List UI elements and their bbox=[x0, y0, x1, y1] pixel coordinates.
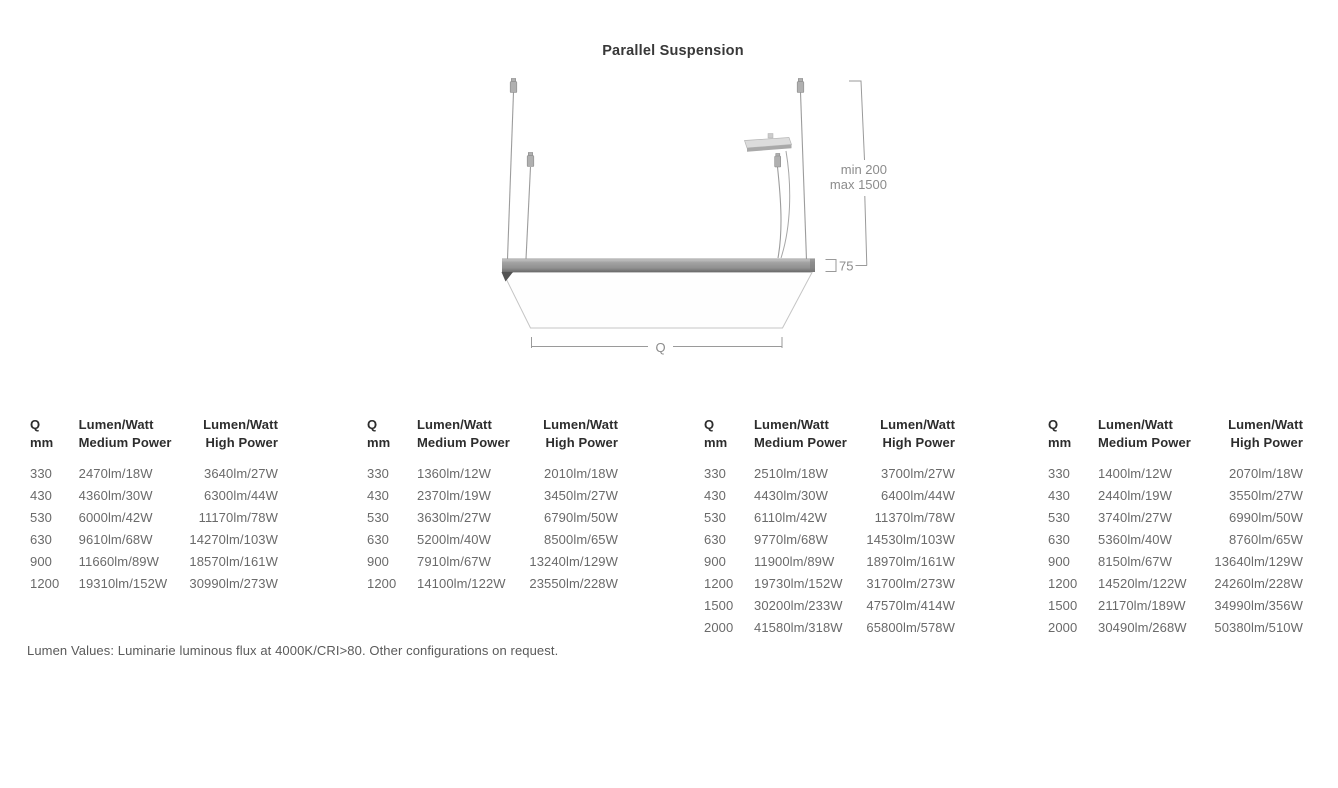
cell-medium-power: 9610lm/68W bbox=[78, 532, 153, 547]
cell-q: 330 bbox=[367, 466, 389, 481]
cell-high-power: 30990lm/273W bbox=[189, 576, 278, 591]
col-header-line: Q bbox=[367, 417, 378, 432]
table-row bbox=[367, 573, 618, 595]
ceiling-fitting-left-inner bbox=[527, 156, 534, 167]
col-header-line: Medium Power bbox=[417, 435, 510, 450]
cell-medium-power: 2440lm/19W bbox=[1098, 488, 1172, 503]
col-header-line: High Power bbox=[205, 435, 278, 450]
dim-bar-height-bracket bbox=[826, 260, 837, 272]
cell-high-power: 23550lm/228W bbox=[529, 576, 618, 591]
power-cable bbox=[781, 151, 790, 258]
cell-q: 330 bbox=[704, 466, 726, 481]
ceiling-fitting-cap-left-inner bbox=[528, 153, 532, 156]
col-header-q bbox=[30, 416, 79, 452]
table-row bbox=[367, 551, 618, 573]
cell-high-power: 31700lm/273W bbox=[866, 576, 955, 591]
cell-medium-power: 41580lm/318W bbox=[754, 620, 843, 635]
table-row bbox=[1048, 573, 1303, 595]
table-row bbox=[1048, 595, 1303, 617]
cell-q: 1200 bbox=[367, 576, 397, 591]
table-row bbox=[367, 485, 618, 507]
cell-medium-power: 11900lm/89W bbox=[754, 554, 835, 569]
cell-high-power: 3700lm/27W bbox=[881, 466, 955, 481]
cell-medium-power: 5360lm/40W bbox=[1098, 532, 1172, 547]
cell-medium-power: 6110lm/42W bbox=[754, 510, 828, 525]
cell-q: 1200 bbox=[30, 576, 60, 591]
table-row bbox=[704, 573, 955, 595]
cell-medium-power: 2510lm/18W bbox=[754, 466, 828, 481]
table-header-row bbox=[704, 416, 955, 452]
cell-high-power: 50380lm/510W bbox=[1214, 620, 1303, 635]
fixture-panel bbox=[503, 273, 812, 329]
table-row bbox=[704, 617, 955, 639]
cell-q: 630 bbox=[30, 532, 52, 547]
cell-high-power: 2070lm/18W bbox=[1229, 466, 1303, 481]
table-row bbox=[704, 507, 955, 529]
cell-high-power: 13640lm/129W bbox=[1214, 554, 1303, 569]
ceiling-fitting-cap-left-outer bbox=[511, 79, 515, 82]
suspension-wire-left-outer bbox=[508, 92, 514, 259]
suspension-diagram bbox=[480, 65, 900, 365]
col-header-q bbox=[1048, 416, 1098, 452]
cell-high-power: 14530lm/103W bbox=[866, 532, 955, 547]
ceiling-fitting-left-outer bbox=[510, 82, 517, 93]
table-row bbox=[30, 485, 278, 507]
table-row bbox=[30, 551, 278, 573]
col-header-medium-power bbox=[79, 416, 190, 452]
cell-high-power: 11170lm/78W bbox=[198, 510, 278, 525]
cell-q: 2000 bbox=[704, 620, 734, 635]
lumen-table bbox=[704, 416, 955, 639]
cell-medium-power: 14100lm/122W bbox=[417, 576, 506, 591]
col-header-medium-power bbox=[754, 416, 866, 452]
table-row bbox=[704, 595, 955, 617]
table-row bbox=[1048, 485, 1303, 507]
cell-q: 1200 bbox=[1048, 576, 1078, 591]
cell-high-power: 11370lm/78W bbox=[874, 510, 955, 525]
dim-width-label: Q bbox=[655, 340, 666, 355]
col-header-line: mm bbox=[704, 435, 728, 450]
table-row bbox=[1048, 617, 1303, 639]
cell-high-power: 6300lm/44W bbox=[204, 488, 278, 503]
cell-q: 430 bbox=[30, 488, 52, 503]
cell-high-power: 24260lm/228W bbox=[1214, 576, 1303, 591]
cell-medium-power: 7910lm/67W bbox=[417, 554, 491, 569]
cell-high-power: 3640lm/27W bbox=[204, 466, 278, 481]
cell-medium-power: 11660lm/89W bbox=[78, 554, 159, 569]
ceiling-fitting-right-outer bbox=[797, 82, 804, 93]
cell-high-power: 34990lm/356W bbox=[1214, 598, 1303, 613]
dim-suspension-line-top bbox=[849, 81, 865, 160]
spec-table-1 bbox=[30, 416, 278, 595]
table-row bbox=[30, 529, 278, 551]
cell-medium-power: 14520lm/122W bbox=[1098, 576, 1187, 591]
suspension-wire-right-inner bbox=[778, 167, 782, 258]
page-title: Parallel Suspension bbox=[602, 43, 744, 59]
col-header-line: Medium Power bbox=[78, 435, 172, 450]
cell-q: 430 bbox=[704, 488, 726, 503]
cell-medium-power: 19730lm/152W bbox=[754, 576, 843, 591]
cell-medium-power: 4360lm/30W bbox=[78, 488, 153, 503]
col-header-line: Q bbox=[30, 417, 41, 432]
cell-q: 530 bbox=[30, 510, 52, 525]
canopy-stub bbox=[768, 134, 773, 139]
col-header-line: Lumen/Watt bbox=[1228, 417, 1303, 432]
dim-suspension-max-label: max 1500 bbox=[829, 177, 887, 192]
table-header-row bbox=[367, 416, 618, 452]
cell-medium-power: 4430lm/30W bbox=[754, 488, 828, 503]
table-row bbox=[704, 452, 955, 485]
col-header-high-power bbox=[529, 416, 618, 452]
cell-high-power: 8500lm/65W bbox=[544, 532, 618, 547]
col-header-line: Lumen/Watt bbox=[78, 417, 154, 432]
lumen-values-footnote: Lumen Values: Luminarie luminous flux at 4000K/CRI>80. Other configurations on request. bbox=[27, 643, 559, 658]
cell-medium-power: 3740lm/27W bbox=[1098, 510, 1172, 525]
col-header-line: Lumen/Watt bbox=[203, 417, 278, 432]
cell-q: 1500 bbox=[704, 598, 734, 613]
cell-q: 900 bbox=[367, 554, 389, 569]
table-header-row bbox=[30, 416, 278, 452]
cell-medium-power: 30200lm/233W bbox=[754, 598, 843, 613]
table-row bbox=[1048, 452, 1303, 485]
fixture-bar bbox=[502, 259, 815, 273]
cell-q: 530 bbox=[1048, 510, 1070, 525]
cell-medium-power: 1360lm/12W bbox=[417, 466, 491, 481]
col-header-line: mm bbox=[367, 435, 391, 450]
suspension-wire-right-outer bbox=[801, 92, 807, 260]
col-header-medium-power bbox=[1098, 416, 1210, 452]
table-row bbox=[704, 529, 955, 551]
col-header-high-power bbox=[866, 416, 955, 452]
cell-high-power: 6990lm/50W bbox=[1229, 510, 1303, 525]
cell-q: 630 bbox=[1048, 532, 1070, 547]
cell-medium-power: 1400lm/12W bbox=[1098, 466, 1172, 481]
fixture-bar-end bbox=[810, 259, 815, 273]
table-row bbox=[704, 551, 955, 573]
table-row bbox=[1048, 507, 1303, 529]
table-row bbox=[367, 507, 618, 529]
ceiling-fitting-right-inner bbox=[775, 156, 781, 167]
col-header-line: Lumen/Watt bbox=[880, 417, 955, 432]
cell-high-power: 6790lm/50W bbox=[544, 510, 618, 525]
cell-medium-power: 6000lm/42W bbox=[78, 510, 153, 525]
col-header-q bbox=[367, 416, 417, 452]
cell-medium-power: 2370lm/19W bbox=[417, 488, 491, 503]
ceiling-fitting-cap-right-outer bbox=[798, 79, 802, 82]
cell-medium-power: 9770lm/68W bbox=[754, 532, 828, 547]
cell-q: 330 bbox=[1048, 466, 1070, 481]
cell-medium-power: 8150lm/67W bbox=[1098, 554, 1172, 569]
cell-high-power: 3550lm/27W bbox=[1229, 488, 1303, 503]
table-row bbox=[1048, 529, 1303, 551]
col-header-line: High Power bbox=[1230, 435, 1303, 450]
cell-q: 1500 bbox=[1048, 598, 1078, 613]
table-row bbox=[367, 452, 618, 485]
cell-q: 1200 bbox=[704, 576, 734, 591]
dim-suspension-line-bottom bbox=[856, 196, 868, 266]
table-header-row bbox=[1048, 416, 1303, 452]
cell-q: 2000 bbox=[1048, 620, 1078, 635]
cell-q: 530 bbox=[367, 510, 389, 525]
lumen-table bbox=[367, 416, 618, 595]
cell-high-power: 2010lm/18W bbox=[544, 466, 618, 481]
col-header-line: Lumen/Watt bbox=[543, 417, 618, 432]
cell-high-power: 18970lm/161W bbox=[866, 554, 955, 569]
cell-medium-power: 19310lm/152W bbox=[78, 576, 168, 591]
col-header-line: Lumen/Watt bbox=[1098, 417, 1173, 432]
cell-q: 900 bbox=[704, 554, 726, 569]
col-header-line: High Power bbox=[882, 435, 955, 450]
cell-medium-power: 2470lm/18W bbox=[78, 466, 153, 481]
table-row bbox=[30, 452, 278, 485]
table-row bbox=[1048, 551, 1303, 573]
cell-q: 630 bbox=[704, 532, 726, 547]
cell-high-power: 13240lm/129W bbox=[529, 554, 618, 569]
suspension-wire-left-inner bbox=[526, 167, 531, 259]
cell-q: 430 bbox=[367, 488, 389, 503]
dim-suspension-min-label: min 200 bbox=[840, 162, 887, 177]
col-header-line: Lumen/Watt bbox=[417, 417, 492, 432]
cell-q: 900 bbox=[1048, 554, 1070, 569]
spec-table-3 bbox=[704, 416, 955, 639]
dim-bar-height-label: 75 bbox=[839, 258, 854, 274]
cell-high-power: 14270lm/103W bbox=[189, 532, 278, 547]
cell-medium-power: 30490lm/268W bbox=[1098, 620, 1187, 635]
col-header-line: High Power bbox=[545, 435, 618, 450]
spec-table-2 bbox=[367, 416, 618, 595]
cell-high-power: 8760lm/65W bbox=[1229, 532, 1303, 547]
cell-high-power: 6400lm/44W bbox=[881, 488, 955, 503]
col-header-medium-power bbox=[417, 416, 529, 452]
col-header-line: Q bbox=[704, 417, 715, 432]
col-header-line: Medium Power bbox=[1098, 435, 1191, 450]
col-header-line: Lumen/Watt bbox=[754, 417, 829, 432]
cell-medium-power: 21170lm/189W bbox=[1098, 598, 1186, 613]
col-header-q bbox=[704, 416, 754, 452]
table-row bbox=[30, 573, 278, 595]
table-row bbox=[367, 529, 618, 551]
cell-q: 630 bbox=[367, 532, 389, 547]
col-header-line: mm bbox=[1048, 435, 1072, 450]
col-header-high-power bbox=[189, 416, 278, 452]
cell-high-power: 18570lm/161W bbox=[189, 554, 278, 569]
col-header-line: Medium Power bbox=[754, 435, 847, 450]
cell-q: 430 bbox=[1048, 488, 1070, 503]
table-row bbox=[704, 485, 955, 507]
table-row bbox=[30, 507, 278, 529]
cell-high-power: 47570lm/414W bbox=[866, 598, 955, 613]
cell-high-power: 3450lm/27W bbox=[544, 488, 618, 503]
col-header-high-power bbox=[1210, 416, 1303, 452]
col-header-line: mm bbox=[30, 435, 54, 450]
cell-q: 900 bbox=[30, 554, 52, 569]
lumen-table bbox=[30, 416, 278, 595]
cell-medium-power: 3630lm/27W bbox=[417, 510, 491, 525]
cell-medium-power: 5200lm/40W bbox=[417, 532, 491, 547]
cell-high-power: 65800lm/578W bbox=[866, 620, 955, 635]
col-header-line: Q bbox=[1048, 417, 1059, 432]
lumen-table bbox=[1048, 416, 1303, 639]
cell-q: 330 bbox=[30, 466, 52, 481]
cell-q: 530 bbox=[704, 510, 726, 525]
spec-table-4 bbox=[1048, 416, 1303, 639]
